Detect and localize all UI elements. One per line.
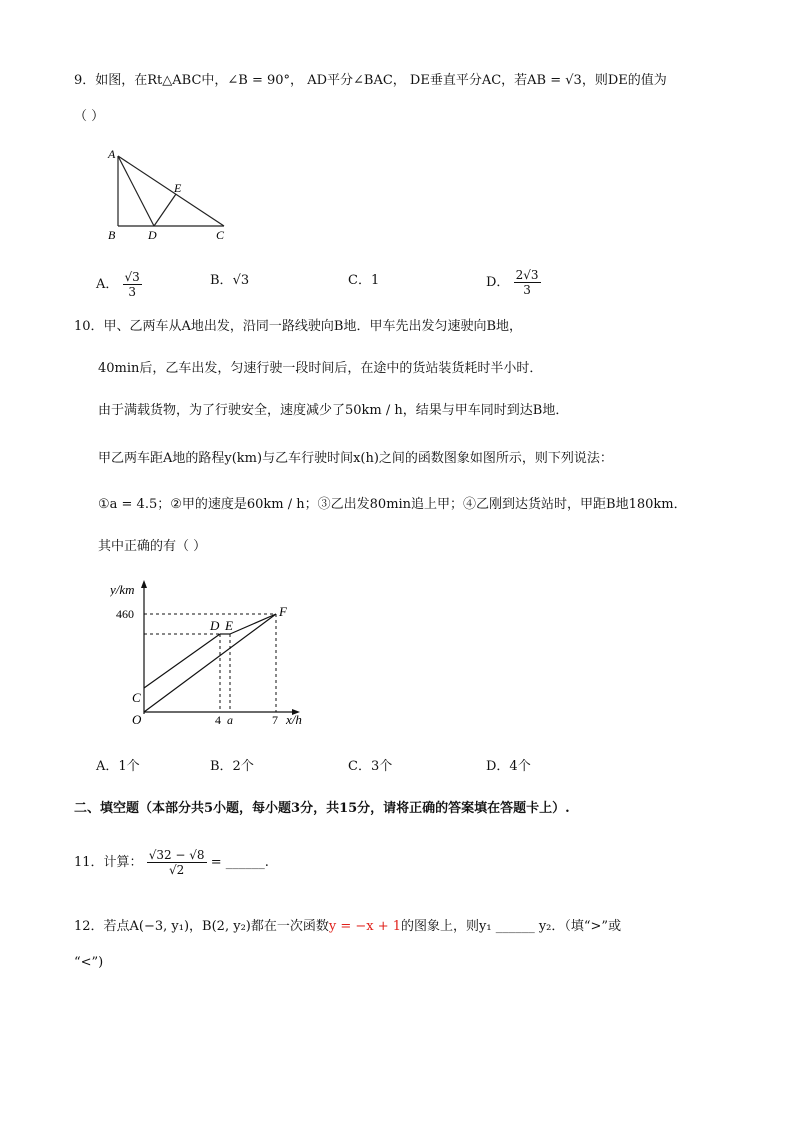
- q10-point-C: C: [132, 690, 141, 705]
- q9-option-c: C．1: [348, 273, 380, 288]
- q10-origin-label: O: [132, 712, 142, 727]
- q9-stem: 9．如图，在Rt△ABC中，∠B = 90°， AD平分∠BAC， DE垂直平分AC，若AB = √3，则DE的值为: [74, 73, 667, 88]
- q9-option-d: D． $\frac{2√3}{3}$: [486, 268, 539, 297]
- q10-option-b: B．2个: [210, 759, 254, 774]
- q12-line2: “<”): [74, 955, 104, 970]
- q9-label-D: D: [148, 228, 157, 242]
- q12-line1: 12．若点A(−3, y₁)，B(2, y₂)都在一次函数y = −x + 1的图象上，则y₁ ______ y₂．（填“>”或: [74, 919, 622, 934]
- q10-option-a: A．1个: [96, 759, 140, 774]
- q9-label-A: A: [108, 147, 116, 161]
- q10-point-F: F: [279, 604, 287, 619]
- q9-label-C: C: [216, 228, 225, 242]
- q10-point-D: D: [210, 618, 220, 633]
- q10-option-c: C．3个: [348, 759, 393, 774]
- q10-x-tick-a: a: [227, 713, 233, 727]
- q9-option-b: B．√3: [210, 273, 250, 288]
- q10-line2: 40min后，乙车出发，匀速行驶一段时间后，在途中的货站装货耗时半小时．: [98, 361, 543, 376]
- q10-option-d: D．4个: [486, 759, 531, 774]
- q12-function: y = −x + 1: [328, 919, 402, 934]
- q10-line3: 由于满载货物，为了行驶安全，速度减少了50km / h，结果与甲车同时到达B地．: [98, 403, 569, 418]
- q10-function-graph: [110, 578, 320, 728]
- q10-y-tick-460: 460: [116, 607, 134, 621]
- q10-point-E: E: [225, 618, 233, 633]
- q10-line6: 其中正确的有（ ）: [98, 539, 207, 554]
- q10-line1: 10．甲、乙两车从A地出发，沿同一路线驶向B地．甲车先出发匀速驶向B地，: [74, 319, 523, 334]
- section-2-heading: 二、填空题（本部分共5小题，每小题3分，共15分，请将正确的答案填在答题卡上）.: [74, 801, 570, 816]
- q9-answer-paren: （ ）: [74, 109, 105, 124]
- q10-x-tick-4: 4: [215, 713, 221, 727]
- q10-line5: ①a = 4.5；②甲的速度是60km / h；③乙出发80min追上甲；④乙刚到达货站时，甲距B地180km．: [98, 497, 687, 512]
- q9-option-a: A． $\frac{√3}{3}$: [96, 270, 140, 299]
- q9-triangle-figure: [100, 144, 240, 244]
- q9-label-E: E: [174, 181, 182, 195]
- q10-x-axis-label: x/h: [286, 712, 302, 727]
- q10-x-tick-7: 7: [272, 713, 278, 727]
- q9-label-B: B: [108, 228, 116, 242]
- q10-y-axis-label: y/km: [110, 582, 135, 597]
- q10-line4: 甲乙两车距A地的路程y(km)与乙车行驶时间x(h)之间的函数图象如图所示，则下列说法：: [98, 451, 613, 466]
- q11: 11．计算： $\frac{√32 - √8}{√2}$ = ______.: [74, 848, 269, 877]
